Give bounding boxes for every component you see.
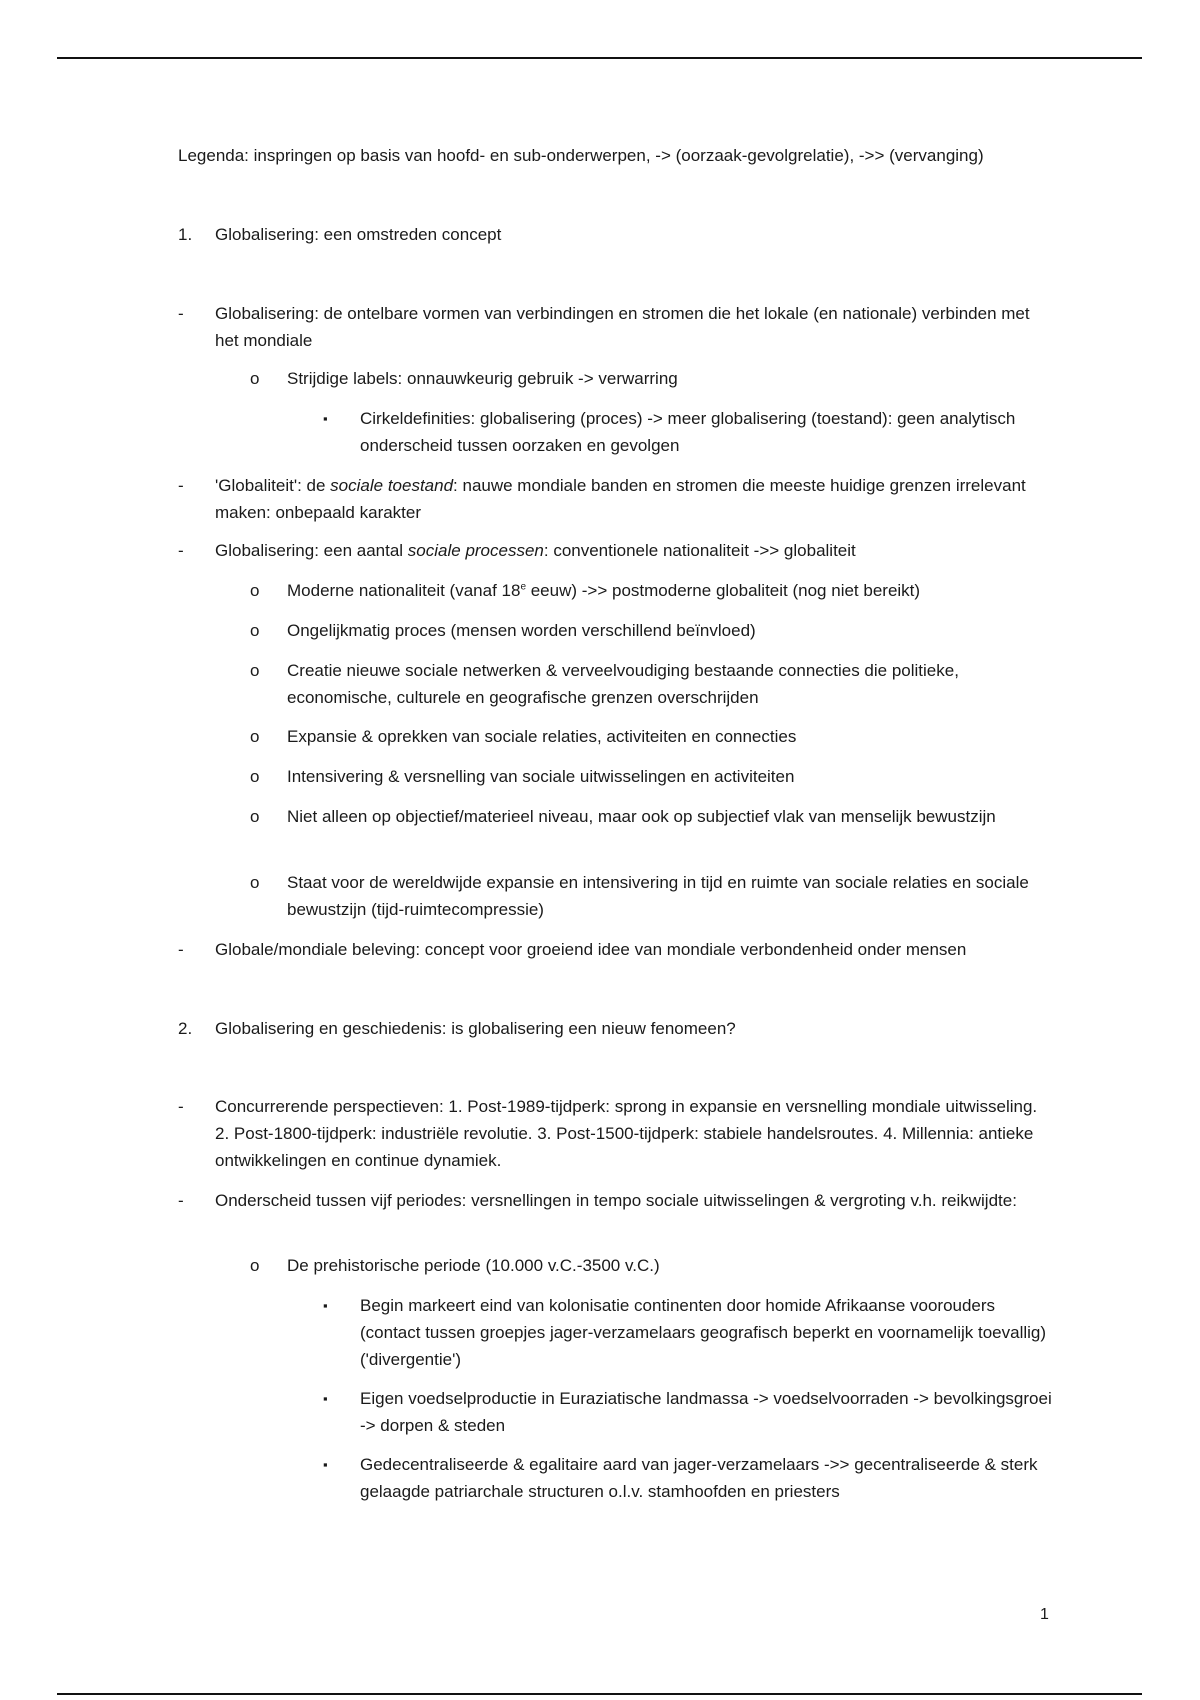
square-bullet: ▪ (323, 1391, 328, 1406)
circle-bullet: o (250, 727, 260, 746)
item-text-post: : conventionele nationaliteit ->> globaliteit (543, 541, 856, 560)
circle-bullet: o (250, 767, 260, 786)
item-text: Globalisering: de ontelbare vormen van verbindingen en stromen die het lokale (en nationale) verbinden met het mondiale (215, 304, 1030, 350)
item-text-pre: Globalisering: een aantal (215, 541, 408, 560)
legend: Legenda: inspringen op basis van hoofd- en sub-onderwerpen, -> (oorzaak-gevolgrelatie), ->> (vervanging) (178, 146, 984, 165)
circle-bullet: o (250, 1256, 260, 1275)
item-text-emphasis: sociale toestand (330, 476, 454, 495)
square-bullet: ▪ (323, 1457, 328, 1472)
square-bullet: ▪ (323, 411, 328, 426)
item-text: Concurrerende perspectieven: 1. Post-1989-tijdperk: sprong in expansie en versnelling mondiale uitwisseling. 2. Post-1800-tijdperk: industriële revolutie. 3. Post-1500-tijdperk: stabiele handelsroutes. 4. Millennia: antieke ontwikkelingen en continue dynamiek. (215, 1097, 1038, 1170)
item-text: De prehistorische periode (10.000 v.C.-3500 v.C.) (287, 1256, 660, 1275)
item-text: Ongelijkmatig proces (mensen worden verschillend beïnvloed) (287, 621, 756, 640)
page-number: 1 (1040, 1606, 1049, 1623)
circle-bullet: o (250, 581, 260, 600)
item-text: Intensivering & versnelling van sociale uitwisselingen en activiteiten (287, 767, 795, 786)
section-1-title: Globalisering: een omstreden concept (215, 225, 502, 244)
item-text: Gedecentraliseerde & egalitaire aard van jager-verzamelaars ->> gecentraliseerde & sterk gelaagde patriarchale structuren o.l.v. stamhoofden en priesters (360, 1455, 1038, 1501)
item-text: Cirkeldefinities: globalisering (proces) -> meer globalisering (toestand): geen analytisch onderscheid tussen oorzaken en gevolgen (360, 409, 1016, 455)
dash-bullet: - (178, 940, 184, 959)
section-2-title: Globalisering en geschiedenis: is globalisering een nieuw fenomeen? (215, 1019, 736, 1038)
section-2-number: 2. (178, 1019, 193, 1038)
circle-bullet: o (250, 873, 260, 892)
footer-rule (57, 1693, 1142, 1695)
circle-bullet: o (250, 369, 260, 388)
header-rule (57, 57, 1142, 59)
item-text (287, 577, 1055, 604)
item-text-pre: 'Globaliteit': de (215, 476, 331, 495)
circle-bullet: o (250, 621, 260, 640)
item-text: Expansie & oprekken van sociale relaties, activiteiten en connecties (287, 727, 797, 746)
dash-bullet: - (178, 476, 184, 495)
item-text: Staat voor de wereldwijde expansie en intensivering in tijd en ruimte van sociale relaties en sociale bewustzijn (tijd-ruimtecompressie) (287, 873, 1029, 919)
dash-bullet: - (178, 304, 184, 323)
item-text-pre: Moderne nationaliteit (vanaf 18 (287, 581, 521, 600)
dash-bullet: - (178, 1097, 184, 1116)
item-text-emphasis: sociale processen (407, 541, 544, 560)
item-text-superscript: e (520, 581, 526, 593)
item-text-post: : nauwe mondiale banden en stromen die meeste huidige grenzen irrelevant maken: onbepaald karakter (215, 476, 1026, 522)
circle-bullet: o (250, 807, 260, 826)
item-text-post: eeuw) ->> postmoderne globaliteit (nog niet bereikt) (526, 581, 921, 600)
dash-bullet: - (178, 541, 184, 560)
item-text: Creatie nieuwe sociale netwerken & verveelvoudiging bestaande connecties die politieke, economische, culturele en geografische grenzen overschrijden (287, 661, 959, 707)
item-text (215, 472, 1055, 526)
item-text: Eigen voedselproductie in Euraziatische landmassa -> voedselvoorraden -> bevolkingsgroei -> dorpen & steden (360, 1389, 1052, 1435)
dash-bullet: - (178, 1191, 184, 1210)
item-text: Begin markeert eind van kolonisatie continenten door homide Afrikaanse voorouders (contact tussen groepjes jager-verzamelaars geografisch beperkt en voornamelijk toevallig) ('divergentie') (360, 1296, 1047, 1369)
item-text: Onderscheid tussen vijf periodes: versnellingen in tempo sociale uitwisselingen & vergroting v.h. reikwijdte: (215, 1191, 1017, 1210)
circle-bullet: o (250, 661, 260, 680)
section-1-number: 1. (178, 225, 193, 244)
item-text (215, 537, 1055, 564)
item-text: Niet alleen op objectief/materieel niveau, maar ook op subjectief vlak van menselijk bewustzijn (287, 807, 996, 826)
item-text: Globale/mondiale beleving: concept voor groeiend idee van mondiale verbondenheid onder mensen (215, 940, 967, 959)
item-text: Strijdige labels: onnauwkeurig gebruik -> verwarring (287, 369, 678, 388)
square-bullet: ▪ (323, 1298, 328, 1313)
